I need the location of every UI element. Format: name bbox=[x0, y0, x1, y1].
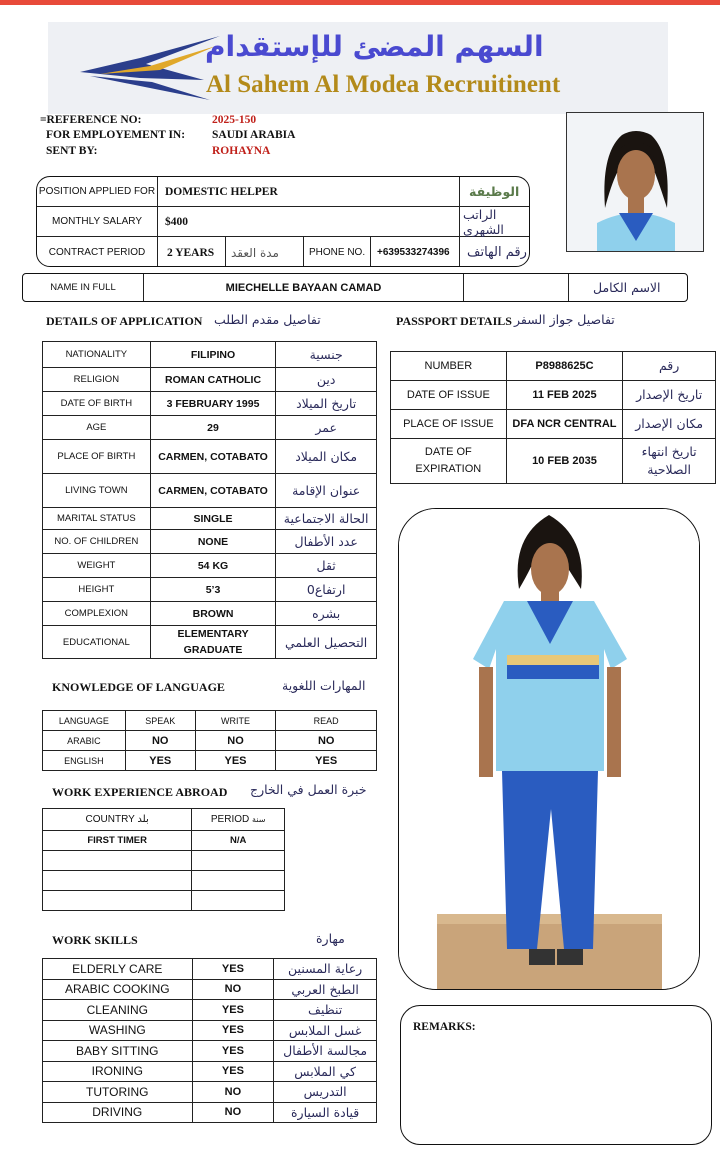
passport-row bbox=[391, 410, 716, 439]
application-row bbox=[43, 578, 377, 602]
company-name-english: Al Sahem Al Modea Recruitinent bbox=[206, 71, 561, 98]
skill-arabic: التدريس bbox=[274, 1082, 377, 1103]
skill-value: YES bbox=[192, 1000, 274, 1021]
phone-arabic: رقم الهاتف bbox=[467, 245, 527, 260]
skill-row bbox=[43, 1041, 377, 1062]
employment-label: FOR EMPLOYEMENT IN: bbox=[46, 129, 186, 141]
contract-arabic: مدة العقد bbox=[231, 245, 279, 260]
language-level: NO bbox=[195, 731, 276, 751]
application-value: 3 FEBRUARY 1995 bbox=[150, 392, 276, 416]
application-label: HEIGHT bbox=[43, 578, 151, 602]
experience-country bbox=[43, 891, 192, 911]
salary-row bbox=[37, 207, 529, 237]
passport-value: P8988625C bbox=[506, 352, 623, 381]
application-value: CARMEN, COTABATO bbox=[150, 474, 276, 508]
application-label: MARITAL STATUS bbox=[43, 508, 151, 530]
country-label: COUNTRY bbox=[85, 814, 135, 825]
skill-row bbox=[43, 1020, 377, 1041]
skill-label: TUTORING bbox=[43, 1082, 193, 1103]
passport-value: 10 FEB 2035 bbox=[506, 439, 623, 484]
application-arabic: تاريخ الميلاد bbox=[276, 392, 377, 416]
application-row bbox=[43, 392, 377, 416]
application-row bbox=[43, 602, 377, 626]
experience-country: FIRST TIMER bbox=[43, 831, 192, 851]
language-level: YES bbox=[195, 751, 276, 771]
language-header: WRITE bbox=[195, 711, 276, 731]
language-level: YES bbox=[276, 751, 377, 771]
full-name-value: MIECHELLE BAYAAN CAMAD bbox=[225, 281, 382, 294]
period-arabic: سنة bbox=[252, 815, 266, 824]
language-row bbox=[43, 751, 377, 771]
sent-by-label: SENT BY: bbox=[46, 145, 98, 157]
employment-value: SAUDI ARABIA bbox=[212, 129, 296, 141]
experience-period bbox=[192, 891, 285, 911]
application-value: 29 bbox=[150, 416, 276, 440]
experience-period: N/A bbox=[192, 831, 285, 851]
application-value: NONE bbox=[150, 530, 276, 554]
experience-country bbox=[43, 851, 192, 871]
passport-label: DATE OF EXPIRATION bbox=[391, 439, 507, 484]
salary-arabic: الراتب الشهري bbox=[463, 206, 504, 237]
experience-row bbox=[43, 891, 285, 911]
application-table bbox=[42, 341, 377, 659]
skills-table bbox=[42, 958, 377, 1123]
skill-value: YES bbox=[192, 1020, 274, 1041]
application-arabic: عدد الأطفال bbox=[276, 530, 377, 554]
experience-period bbox=[192, 871, 285, 891]
passport-label: DATE OF ISSUE bbox=[391, 381, 507, 410]
skill-label: WASHING bbox=[43, 1020, 193, 1041]
experience-title: WORK EXPERIENCE ABROAD bbox=[52, 785, 228, 799]
salary-value: $400 bbox=[165, 215, 188, 228]
passport-table bbox=[390, 351, 716, 484]
skill-value: YES bbox=[192, 959, 274, 980]
position-arabic: الوظيفة bbox=[469, 184, 520, 199]
passport-arabic: تاريخ الإصدار bbox=[623, 381, 716, 410]
contract-label: CONTRACT PERIOD bbox=[48, 247, 146, 258]
application-row bbox=[43, 440, 377, 474]
skill-row bbox=[43, 1000, 377, 1021]
language-level: NO bbox=[276, 731, 377, 751]
passport-label: PLACE OF ISSUE bbox=[391, 410, 507, 439]
application-value: SINGLE bbox=[150, 508, 276, 530]
skill-arabic: كي الملابس bbox=[274, 1061, 377, 1082]
applicant-photo-full bbox=[398, 508, 700, 990]
contract-value: 2 YEARS bbox=[167, 246, 215, 259]
application-value: BROWN bbox=[150, 602, 276, 626]
experience-period bbox=[192, 851, 285, 871]
top-accent-bar bbox=[0, 0, 720, 5]
passport-label: NUMBER bbox=[391, 352, 507, 381]
experience-row bbox=[43, 831, 285, 851]
remarks-box bbox=[400, 1005, 712, 1145]
experience-row bbox=[43, 851, 285, 871]
application-label: COMPLEXION bbox=[43, 602, 151, 626]
skill-row bbox=[43, 1082, 377, 1103]
application-arabic: الحالة الاجتماعية bbox=[276, 508, 377, 530]
application-value: CARMEN, COTABATO bbox=[150, 440, 276, 474]
skill-label: DRIVING bbox=[43, 1102, 193, 1123]
phone-label: PHONE NO. bbox=[309, 247, 366, 258]
application-arabic: عمر bbox=[276, 416, 377, 440]
salary-label: MONTHLY SALARY bbox=[51, 216, 143, 227]
skill-arabic: قيادة السيارة bbox=[274, 1102, 377, 1123]
application-arabic: عنوان الإقامة bbox=[276, 474, 377, 508]
passport-arabic: تاريخ انتهاء الصلاحية bbox=[623, 439, 716, 484]
application-label: NATIONALITY bbox=[43, 342, 151, 368]
skill-row bbox=[43, 959, 377, 980]
experience-title-arabic: خبرة العمل في الخارج bbox=[250, 782, 367, 797]
applicant-portrait-image bbox=[567, 113, 704, 252]
application-label: NO. OF CHILDREN bbox=[43, 530, 151, 554]
full-name-label: NAME IN FULL bbox=[23, 274, 144, 301]
passport-row bbox=[391, 381, 716, 410]
skill-value: NO bbox=[192, 1102, 274, 1123]
applicant-full-body-image bbox=[399, 509, 700, 990]
application-row bbox=[43, 626, 377, 659]
skill-label: CLEANING bbox=[43, 1000, 193, 1021]
skills-title: WORK SKILLS bbox=[52, 933, 138, 947]
remarks-label: REMARKS: bbox=[413, 1021, 476, 1033]
passport-value: DFA NCR CENTRAL bbox=[506, 410, 623, 439]
application-row bbox=[43, 474, 377, 508]
application-label: EDUCATIONAL bbox=[43, 626, 151, 659]
application-label: WEIGHT bbox=[43, 554, 151, 578]
skill-arabic: الطبخ العربي bbox=[274, 979, 377, 1000]
application-row bbox=[43, 530, 377, 554]
passport-row bbox=[391, 439, 716, 484]
passport-row bbox=[391, 352, 716, 381]
sent-by-value: ROHAYNA bbox=[212, 145, 271, 157]
application-arabic: بشره bbox=[276, 602, 377, 626]
experience-country bbox=[43, 871, 192, 891]
position-details-box bbox=[36, 176, 530, 267]
arrow-logo-icon bbox=[80, 30, 220, 106]
language-header: READ bbox=[276, 711, 377, 731]
contract-row bbox=[37, 237, 529, 267]
application-value: 54 KG bbox=[150, 554, 276, 578]
application-label: DATE OF BIRTH bbox=[43, 392, 151, 416]
language-level: NO bbox=[125, 731, 195, 751]
passport-value: 11 FEB 2025 bbox=[506, 381, 623, 410]
country-arabic: بلد bbox=[137, 814, 149, 825]
skill-value: NO bbox=[192, 1082, 274, 1103]
skill-row bbox=[43, 1061, 377, 1082]
passport-title-arabic: تفاصيل جواز السفر bbox=[514, 312, 615, 327]
position-row bbox=[37, 177, 529, 207]
skill-value: YES bbox=[192, 1041, 274, 1062]
skill-arabic: رعاية المسنين bbox=[274, 959, 377, 980]
phone-value: +639533274396 bbox=[377, 247, 450, 258]
position-label: POSITION APPLIED FOR bbox=[38, 186, 156, 197]
experience-row bbox=[43, 871, 285, 891]
passport-arabic: مكان الإصدار bbox=[623, 410, 716, 439]
application-row bbox=[43, 416, 377, 440]
skill-label: ARABIC COOKING bbox=[43, 979, 193, 1000]
passport-arabic: رقم bbox=[623, 352, 716, 381]
application-label: AGE bbox=[43, 416, 151, 440]
language-level: YES bbox=[125, 751, 195, 771]
application-row bbox=[43, 508, 377, 530]
full-name-box bbox=[22, 273, 688, 302]
application-row bbox=[43, 342, 377, 368]
application-arabic: دين bbox=[276, 368, 377, 392]
position-value: DOMESTIC HELPER bbox=[165, 185, 278, 198]
application-label: PLACE OF BIRTH bbox=[43, 440, 151, 474]
reference-value: 2025-150 bbox=[212, 114, 257, 126]
skill-row bbox=[43, 1102, 377, 1123]
experience-table bbox=[42, 808, 285, 911]
skills-title-arabic: مهارة bbox=[316, 931, 345, 946]
period-label: PERIOD bbox=[210, 814, 250, 825]
skill-arabic: تنظيف bbox=[274, 1000, 377, 1021]
language-name: ENGLISH bbox=[43, 751, 126, 771]
applicant-photo-small bbox=[566, 112, 704, 252]
application-title-arabic: تفاصيل مقدم الطلب bbox=[214, 312, 321, 327]
application-arabic: مكان الميلاد bbox=[276, 440, 377, 474]
language-header: LANGUAGE bbox=[43, 711, 126, 731]
skill-label: IRONING bbox=[43, 1061, 193, 1082]
application-label: LIVING TOWN bbox=[43, 474, 151, 508]
language-table bbox=[42, 710, 377, 771]
application-value: FILIPINO bbox=[150, 342, 276, 368]
language-title-arabic: المهارات اللغوية bbox=[282, 678, 366, 693]
passport-title: PASSPORT DETAILS bbox=[396, 314, 512, 328]
application-row bbox=[43, 368, 377, 392]
skill-arabic: غسل الملابس bbox=[274, 1020, 377, 1041]
application-value: 5’3 bbox=[150, 578, 276, 602]
skill-row bbox=[43, 979, 377, 1000]
application-row bbox=[43, 554, 377, 578]
skill-arabic: مجالسة الأطفال bbox=[274, 1041, 377, 1062]
language-row bbox=[43, 731, 377, 751]
language-name: ARABIC bbox=[43, 731, 126, 751]
company-name-arabic: السهم المضئ للإستقدام bbox=[205, 30, 544, 63]
application-arabic: ثقل bbox=[276, 554, 377, 578]
language-title: KNOWLEDGE OF LANGUAGE bbox=[52, 680, 225, 694]
application-arabic: التحصيل العلمي bbox=[276, 626, 377, 659]
language-header: SPEAK bbox=[125, 711, 195, 731]
skill-value: NO bbox=[192, 979, 274, 1000]
application-arabic: جنسية bbox=[276, 342, 377, 368]
reference-label: =REFERENCE NO: bbox=[40, 114, 142, 126]
application-value: ROMAN CATHOLIC bbox=[150, 368, 276, 392]
full-name-arabic: الاسم الكامل bbox=[593, 280, 661, 295]
skill-label: BABY SITTING bbox=[43, 1041, 193, 1062]
application-arabic: ارتفاع0 bbox=[276, 578, 377, 602]
application-label: RELIGION bbox=[43, 368, 151, 392]
application-title: DETAILS OF APPLICATION bbox=[46, 314, 203, 328]
skill-value: YES bbox=[192, 1061, 274, 1082]
skill-label: ELDERLY CARE bbox=[43, 959, 193, 980]
application-value: ELEMENTARY GRADUATE bbox=[150, 626, 276, 659]
